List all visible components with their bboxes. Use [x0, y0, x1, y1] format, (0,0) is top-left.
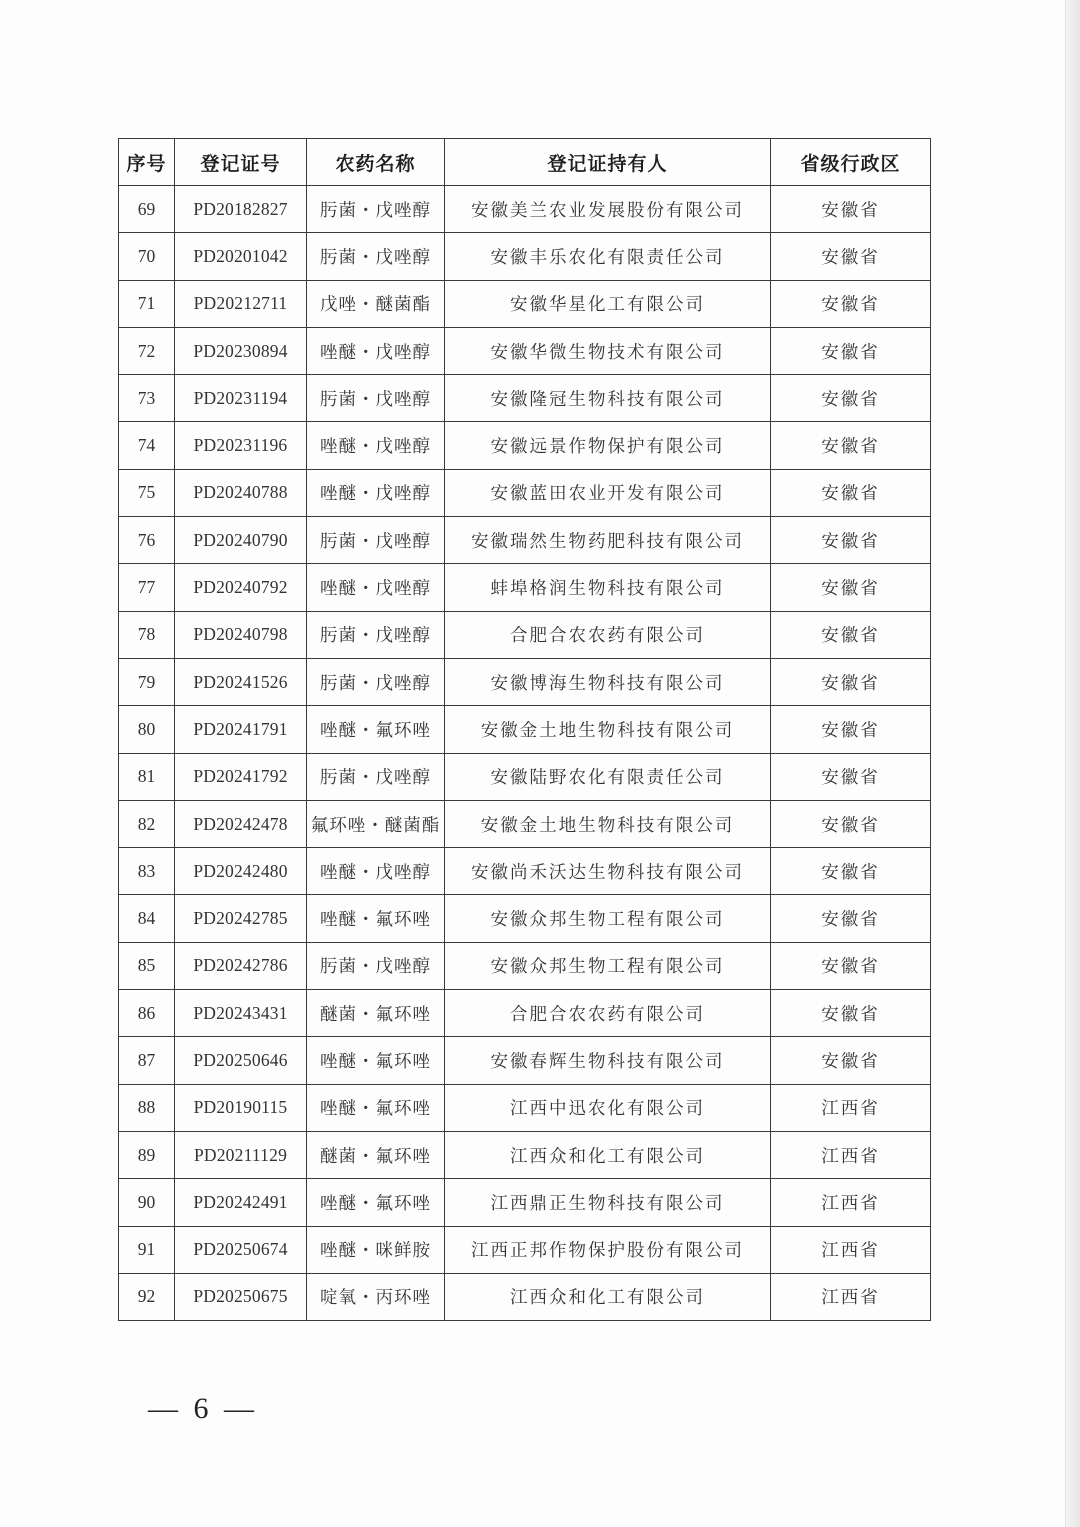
cell-code: PD20231194 [175, 375, 307, 422]
cell-province: 安徽省 [771, 1037, 931, 1084]
cell-code: PD20243431 [175, 990, 307, 1037]
cell-holder: 蚌埠格润生物科技有限公司 [445, 564, 771, 611]
cell-holder: 安徽隆冠生物科技有限公司 [445, 375, 771, 422]
table-row [119, 233, 931, 280]
cell-holder: 安徽瑞然生物药肥科技有限公司 [445, 517, 771, 564]
cell-pesticide-name: 氟环唑・醚菌酯 [307, 800, 445, 847]
cell-code: PD20241526 [175, 658, 307, 705]
cell-code: PD20201042 [175, 233, 307, 280]
cell-pesticide-name: 肟菌・戊唑醇 [307, 658, 445, 705]
cell-pesticide-name: 醚菌・氟环唑 [307, 1131, 445, 1178]
cell-code: PD20250646 [175, 1037, 307, 1084]
cell-pesticide-name: 肟菌・戊唑醇 [307, 753, 445, 800]
cell-code: PD20230894 [175, 327, 307, 374]
cell-holder: 江西正邦作物保护股份有限公司 [445, 1226, 771, 1273]
cell-pesticide-name: 肟菌・戊唑醇 [307, 611, 445, 658]
cell-code: PD20190115 [175, 1084, 307, 1131]
header-no: 序号 [119, 139, 175, 186]
cell-province: 江西省 [771, 1273, 931, 1320]
cell-no: 87 [119, 1037, 175, 1084]
cell-province: 安徽省 [771, 469, 931, 516]
cell-no: 75 [119, 469, 175, 516]
cell-province: 安徽省 [771, 564, 931, 611]
table-row [119, 327, 931, 374]
cell-pesticide-name: 唑醚・戊唑醇 [307, 469, 445, 516]
cell-holder: 合肥合农农药有限公司 [445, 611, 771, 658]
cell-code: PD20240792 [175, 564, 307, 611]
table-row [119, 1084, 931, 1131]
cell-pesticide-name: 唑醚・氟环唑 [307, 1037, 445, 1084]
cell-pesticide-name: 醚菌・氟环唑 [307, 990, 445, 1037]
cell-province: 安徽省 [771, 753, 931, 800]
table-body [119, 186, 931, 1321]
cell-no: 79 [119, 658, 175, 705]
cell-no: 76 [119, 517, 175, 564]
cell-no: 85 [119, 942, 175, 989]
cell-pesticide-name: 唑醚・氟环唑 [307, 1179, 445, 1226]
cell-province: 江西省 [771, 1131, 931, 1178]
cell-province: 安徽省 [771, 422, 931, 469]
table-row [119, 753, 931, 800]
cell-code: PD20242785 [175, 895, 307, 942]
cell-holder: 安徽陆野农化有限责任公司 [445, 753, 771, 800]
table-row [119, 1179, 931, 1226]
cell-holder: 安徽金土地生物科技有限公司 [445, 706, 771, 753]
cell-no: 72 [119, 327, 175, 374]
header-name: 农药名称 [307, 139, 445, 186]
cell-no: 70 [119, 233, 175, 280]
cell-holder: 安徽众邦生物工程有限公司 [445, 942, 771, 989]
cell-pesticide-name: 肟菌・戊唑醇 [307, 517, 445, 564]
table-row [119, 469, 931, 516]
cell-holder: 安徽尚禾沃达生物科技有限公司 [445, 848, 771, 895]
cell-no: 77 [119, 564, 175, 611]
cell-no: 74 [119, 422, 175, 469]
cell-province: 安徽省 [771, 800, 931, 847]
cell-holder: 江西众和化工有限公司 [445, 1131, 771, 1178]
cell-code: PD20240798 [175, 611, 307, 658]
table-row [119, 375, 931, 422]
cell-code: PD20242478 [175, 800, 307, 847]
cell-province: 江西省 [771, 1084, 931, 1131]
table-row [119, 800, 931, 847]
page-edge [1065, 0, 1080, 1527]
cell-no: 69 [119, 186, 175, 233]
cell-holder: 安徽华微生物技术有限公司 [445, 327, 771, 374]
table-row [119, 564, 931, 611]
cell-no: 82 [119, 800, 175, 847]
cell-code: PD20212711 [175, 280, 307, 327]
cell-no: 88 [119, 1084, 175, 1131]
page-number: — 6 — [148, 1392, 258, 1425]
cell-holder: 江西中迅农化有限公司 [445, 1084, 771, 1131]
cell-no: 83 [119, 848, 175, 895]
cell-holder: 合肥合农农药有限公司 [445, 990, 771, 1037]
cell-holder: 安徽博海生物科技有限公司 [445, 658, 771, 705]
table-row [119, 280, 931, 327]
cell-pesticide-name: 唑醚・咪鲜胺 [307, 1226, 445, 1273]
table-row [119, 942, 931, 989]
cell-code: PD20250674 [175, 1226, 307, 1273]
table-row [119, 895, 931, 942]
cell-pesticide-name: 肟菌・戊唑醇 [307, 233, 445, 280]
cell-province: 安徽省 [771, 375, 931, 422]
table-row [119, 422, 931, 469]
cell-holder: 安徽金土地生物科技有限公司 [445, 800, 771, 847]
cell-no: 92 [119, 1273, 175, 1320]
cell-province: 安徽省 [771, 706, 931, 753]
cell-holder: 江西鼎正生物科技有限公司 [445, 1179, 771, 1226]
cell-holder: 安徽春辉生物科技有限公司 [445, 1037, 771, 1084]
table-row [119, 1037, 931, 1084]
cell-code: PD20182827 [175, 186, 307, 233]
cell-no: 90 [119, 1179, 175, 1226]
cell-province: 安徽省 [771, 611, 931, 658]
cell-code: PD20241792 [175, 753, 307, 800]
cell-province: 安徽省 [771, 895, 931, 942]
table-row [119, 1226, 931, 1273]
cell-pesticide-name: 啶氧・丙环唑 [307, 1273, 445, 1320]
table-row [119, 186, 931, 233]
cell-pesticide-name: 戊唑・醚菌酯 [307, 280, 445, 327]
cell-holder: 安徽蓝田农业开发有限公司 [445, 469, 771, 516]
cell-holder: 安徽丰乐农化有限责任公司 [445, 233, 771, 280]
cell-code: PD20242786 [175, 942, 307, 989]
cell-holder: 江西众和化工有限公司 [445, 1273, 771, 1320]
table-header-row [119, 139, 931, 186]
cell-no: 78 [119, 611, 175, 658]
cell-province: 江西省 [771, 1179, 931, 1226]
cell-province: 安徽省 [771, 658, 931, 705]
cell-pesticide-name: 唑醚・氟环唑 [307, 1084, 445, 1131]
cell-pesticide-name: 肟菌・戊唑醇 [307, 375, 445, 422]
cell-pesticide-name: 肟菌・戊唑醇 [307, 942, 445, 989]
header-holder: 登记证持有人 [445, 139, 771, 186]
cell-code: PD20242480 [175, 848, 307, 895]
table-row [119, 1131, 931, 1178]
cell-province: 安徽省 [771, 990, 931, 1037]
cell-no: 84 [119, 895, 175, 942]
cell-no: 89 [119, 1131, 175, 1178]
cell-pesticide-name: 唑醚・戊唑醇 [307, 422, 445, 469]
cell-province: 江西省 [771, 1226, 931, 1273]
cell-code: PD20241791 [175, 706, 307, 753]
cell-no: 86 [119, 990, 175, 1037]
table-row [119, 990, 931, 1037]
cell-code: PD20211129 [175, 1131, 307, 1178]
table-row [119, 706, 931, 753]
cell-province: 安徽省 [771, 280, 931, 327]
cell-code: PD20242491 [175, 1179, 307, 1226]
cell-province: 安徽省 [771, 848, 931, 895]
cell-pesticide-name: 唑醚・氟环唑 [307, 706, 445, 753]
registration-table [118, 138, 931, 1321]
cell-no: 80 [119, 706, 175, 753]
cell-code: PD20240788 [175, 469, 307, 516]
cell-no: 73 [119, 375, 175, 422]
header-code: 登记证号 [175, 139, 307, 186]
cell-pesticide-name: 唑醚・戊唑醇 [307, 327, 445, 374]
cell-pesticide-name: 唑醚・戊唑醇 [307, 564, 445, 611]
cell-pesticide-name: 唑醚・戊唑醇 [307, 848, 445, 895]
cell-holder: 安徽华星化工有限公司 [445, 280, 771, 327]
cell-no: 71 [119, 280, 175, 327]
cell-holder: 安徽美兰农业发展股份有限公司 [445, 186, 771, 233]
cell-province: 安徽省 [771, 942, 931, 989]
table-row [119, 517, 931, 564]
cell-province: 安徽省 [771, 233, 931, 280]
cell-no: 91 [119, 1226, 175, 1273]
cell-holder: 安徽远景作物保护有限公司 [445, 422, 771, 469]
table-row [119, 611, 931, 658]
cell-province: 安徽省 [771, 186, 931, 233]
cell-no: 81 [119, 753, 175, 800]
table-row [119, 1273, 931, 1320]
cell-province: 安徽省 [771, 517, 931, 564]
cell-province: 安徽省 [771, 327, 931, 374]
table-row [119, 658, 931, 705]
cell-pesticide-name: 肟菌・戊唑醇 [307, 186, 445, 233]
cell-holder: 安徽众邦生物工程有限公司 [445, 895, 771, 942]
cell-code: PD20250675 [175, 1273, 307, 1320]
cell-pesticide-name: 唑醚・氟环唑 [307, 895, 445, 942]
cell-code: PD20240790 [175, 517, 307, 564]
header-province: 省级行政区 [771, 139, 931, 186]
table-row [119, 848, 931, 895]
cell-code: PD20231196 [175, 422, 307, 469]
